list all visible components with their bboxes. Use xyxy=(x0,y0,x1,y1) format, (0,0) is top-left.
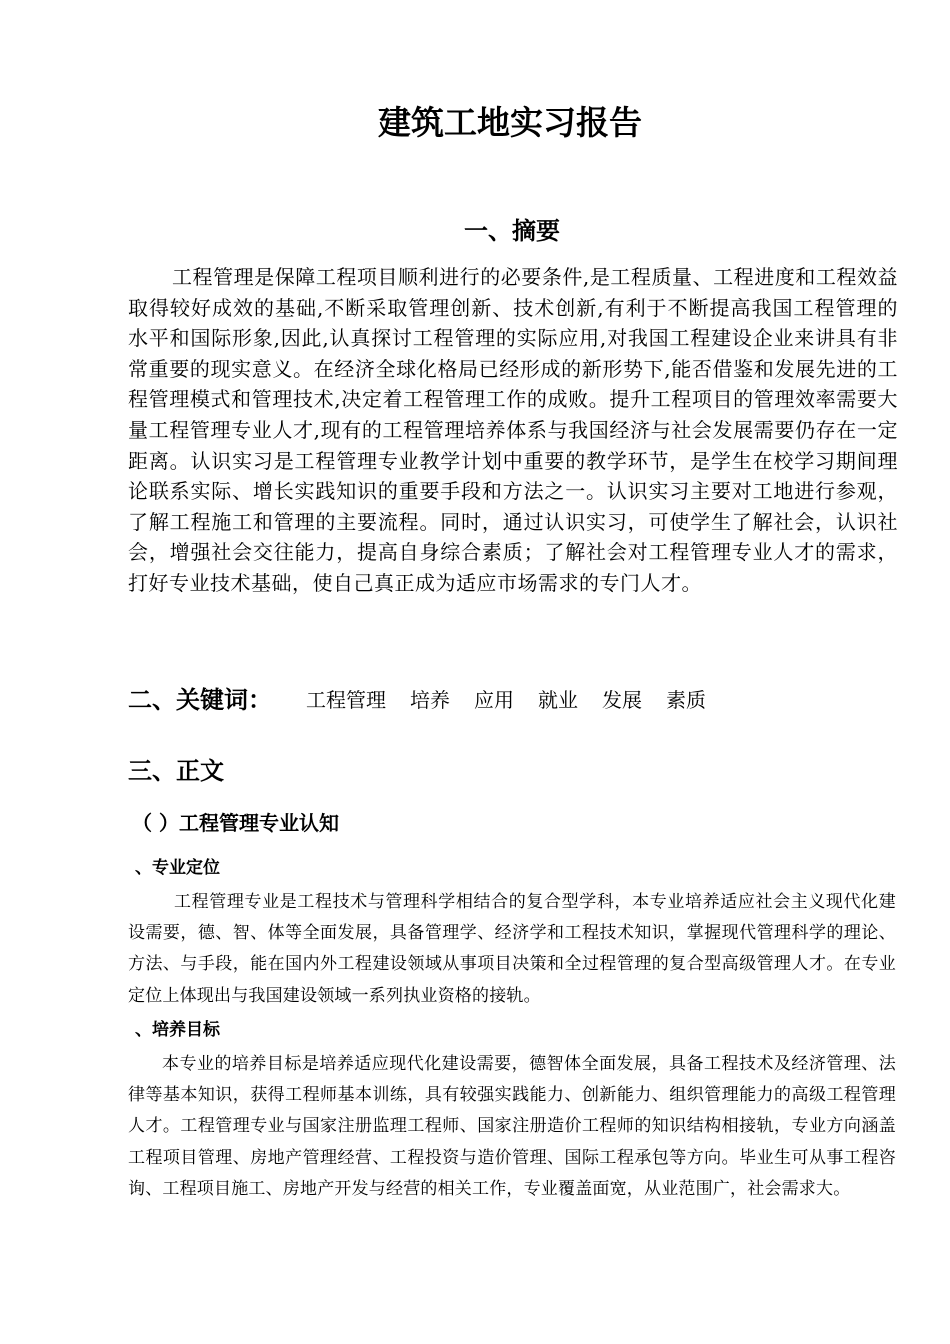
objectives-paragraph: 本专业的培养目标是培养适应现代化建设需要，德智体全面发展，具备工程技术及经济管理、法律等基本知识，获得工程师基本训练，具有较强实践能力、创新能力、组织管理能力的高级工程管理人才。工程管理专业与国家注册监理工程师、国家注册造价工程师的知识结构相接轨，专业方向涵盖工程项目管理、房地产管理经营、工程投资与造价管理、国际工程承包等方向。毕业生可从事工程咨询、工程项目施工、房地产开发与经营的相关工作，专业覆盖面宽，从业范围广，社会需求大。 xyxy=(128,1054,896,1199)
keywords-heading: 二、关键词： xyxy=(128,686,272,714)
positioning-paragraph: 工程管理专业是工程技术与管理科学相结合的复合型学科，本专业培养适应社会主义现代化建设需要，德、智、体等全面发展，具备管理学、经济学和工程技术知识，掌握现代管理科学的理论、方法、与手段，能在国内外工程建设领域从事项目决策和全过程管理的复合型高级管理人才。在专业定位上体现出与我国建设领域一系列执业资格的接轨。 xyxy=(128,892,896,1006)
subsection-heading-objectives: 、培养目标 xyxy=(135,1020,220,1040)
keyword: 工程管理 xyxy=(306,688,386,712)
keywords-row xyxy=(128,680,898,720)
abstract-paragraph: 工程管理是保障工程项目顺利进行的必要条件,是工程质量、工程进度和工程效益取得较好成效的基础,不断采取管理创新、技术创新,有利于不断提高我国工程管理的水平和国际形象,因此,认真探讨工程管理的实际应用,对我国工程建设企业来讲具有非常重要的现实意义。在经济全球化格局已经形成的新形势下,能否借鉴和发展先进的工程管理模式和管理技术,决定着工程管理工作的成败。提升工程项目的管理效率需要大量工程管理专业人才,现有的工程管理培养体系与我国经济与社会发展需要仍存在一定距离。认识实习是工程管理专业教学计划中重要的教学环节，是学生在校学习期间理论联系实际、增长实践知识的重要手段和方法之一。认识实习主要对工地进行参观，了解工程施工和管理的主要流程。同时，通过认识实习，可使学生了解社会，认识社会，增强社会交往能力，提高自身综合素质；了解社会对工程管理专业人才的需求，打好专业技术基础，使自己真正成为适应市场需求的专门人才。 xyxy=(128,265,898,595)
main-heading: 三、正文 xyxy=(128,757,224,785)
keyword: 应用 xyxy=(474,688,514,712)
abstract-heading: 一、摘要 xyxy=(464,217,560,245)
keyword: 发展 xyxy=(602,688,642,712)
document-title: 建筑工地实习报告 xyxy=(378,103,642,142)
keyword: 素质 xyxy=(666,688,706,712)
keyword: 培养 xyxy=(410,688,450,712)
keyword: 就业 xyxy=(538,688,578,712)
subsection-heading-positioning: 、专业定位 xyxy=(135,858,220,878)
keywords-list xyxy=(306,681,730,719)
section-heading: （ ）工程管理专业认知 xyxy=(132,811,339,835)
